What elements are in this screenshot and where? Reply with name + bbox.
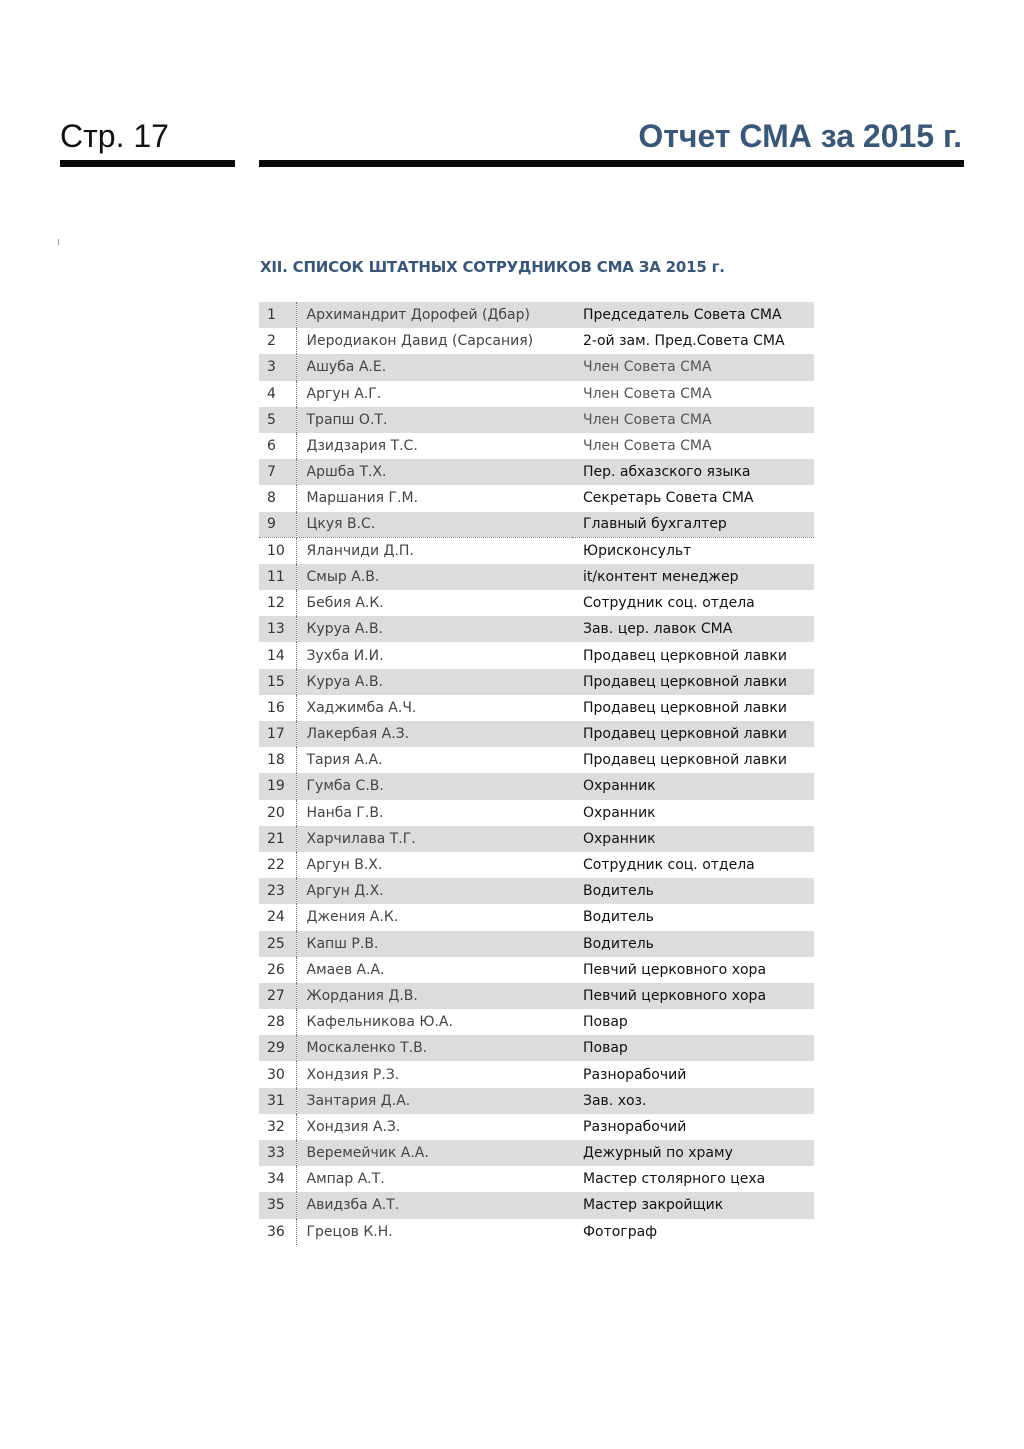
table-row <box>259 904 814 930</box>
table-row <box>259 1140 814 1166</box>
staff-name: Ампар А.Т. <box>296 1166 572 1192</box>
staff-number: 29 <box>259 1035 296 1061</box>
table-row <box>259 1035 814 1061</box>
table-row <box>259 302 814 328</box>
staff-position: 2-ой зам. Пред.Совета СМА <box>572 328 814 354</box>
staff-number: 26 <box>259 957 296 983</box>
staff-position: Продавец церковной лавки <box>572 695 814 721</box>
staff-name: Иеродиакон Давид (Сарсания) <box>296 328 572 354</box>
staff-name: Жордания Д.В. <box>296 983 572 1009</box>
staff-position: Водитель <box>572 904 814 930</box>
header-rule-left <box>60 160 235 167</box>
staff-position: Продавец церковной лавки <box>572 642 814 668</box>
staff-name: Москаленко Т.В. <box>296 1035 572 1061</box>
staff-position: Продавец церковной лавки <box>572 721 814 747</box>
staff-name: Аргун А.Г. <box>296 381 572 407</box>
table-row <box>259 747 814 773</box>
staff-number: 11 <box>259 564 296 590</box>
staff-name: Куруа А.В. <box>296 669 572 695</box>
staff-position: Охранник <box>572 773 814 799</box>
staff-name: Архимандрит Дорофей (Дбар) <box>296 302 572 328</box>
table-row <box>259 1166 814 1192</box>
staff-position: Сотрудник соц. отдела <box>572 852 814 878</box>
table-row <box>259 590 814 616</box>
table-row <box>259 852 814 878</box>
staff-position: Продавец церковной лавки <box>572 669 814 695</box>
table-row <box>259 1219 814 1245</box>
table-row <box>259 695 814 721</box>
staff-number: 8 <box>259 485 296 511</box>
staff-number: 15 <box>259 669 296 695</box>
staff-number: 12 <box>259 590 296 616</box>
staff-position: Повар <box>572 1009 814 1035</box>
staff-position: Мастер закройщик <box>572 1192 814 1218</box>
staff-position: it/контент менеджер <box>572 564 814 590</box>
staff-number: 34 <box>259 1166 296 1192</box>
staff-position: Член Совета СМА <box>572 381 814 407</box>
staff-table <box>259 302 814 1245</box>
staff-position: Председатель Совета СМА <box>572 302 814 328</box>
table-row <box>259 878 814 904</box>
staff-number: 28 <box>259 1009 296 1035</box>
table-row <box>259 1009 814 1035</box>
staff-name: Цкуя В.С. <box>296 512 572 538</box>
staff-name: Нанба Г.В. <box>296 800 572 826</box>
staff-name: Тария А.А. <box>296 747 572 773</box>
staff-number: 22 <box>259 852 296 878</box>
staff-position: Водитель <box>572 878 814 904</box>
staff-position: Сотрудник соц. отдела <box>572 590 814 616</box>
staff-position: Член Совета СМА <box>572 354 814 380</box>
staff-number: 6 <box>259 433 296 459</box>
table-row <box>259 1061 814 1087</box>
staff-number: 5 <box>259 407 296 433</box>
staff-table-body <box>259 302 814 1245</box>
staff-name: Маршания Г.М. <box>296 485 572 511</box>
staff-name: Хондзия А.З. <box>296 1114 572 1140</box>
staff-name: Веремейчик А.А. <box>296 1140 572 1166</box>
staff-position: Зав. цер. лавок СМА <box>572 616 814 642</box>
staff-name: Хаджимба А.Ч. <box>296 695 572 721</box>
staff-name: Хондзия Р.З. <box>296 1061 572 1087</box>
staff-name: Зантария Д.А. <box>296 1088 572 1114</box>
staff-position: Повар <box>572 1035 814 1061</box>
staff-number: 3 <box>259 354 296 380</box>
table-row <box>259 381 814 407</box>
table-row <box>259 433 814 459</box>
staff-number: 10 <box>259 538 296 564</box>
staff-number: 31 <box>259 1088 296 1114</box>
staff-name: Авидзба А.Т. <box>296 1192 572 1218</box>
section-heading: XII. СПИСОК ШТАТНЫХ СОТРУДНИКОВ СМА ЗА 2015 г. <box>260 258 725 276</box>
table-row <box>259 538 814 564</box>
staff-position: Член Совета СМА <box>572 433 814 459</box>
table-row <box>259 642 814 668</box>
staff-position: Разнорабочий <box>572 1114 814 1140</box>
staff-position: Пер. абхазского языка <box>572 459 814 485</box>
table-row <box>259 1088 814 1114</box>
staff-position: Продавец церковной лавки <box>572 747 814 773</box>
staff-name: Смыр А.В. <box>296 564 572 590</box>
table-row <box>259 669 814 695</box>
table-row <box>259 354 814 380</box>
staff-number: 27 <box>259 983 296 1009</box>
table-row <box>259 459 814 485</box>
staff-name: Куруа А.В. <box>296 616 572 642</box>
table-row <box>259 407 814 433</box>
staff-number: 36 <box>259 1219 296 1245</box>
staff-position: Фотограф <box>572 1219 814 1245</box>
table-row <box>259 957 814 983</box>
report-title: Отчет СМА за 2015 г. <box>638 118 962 154</box>
table-row <box>259 826 814 852</box>
table-row <box>259 616 814 642</box>
staff-number: 4 <box>259 381 296 407</box>
staff-position: Разнорабочий <box>572 1061 814 1087</box>
table-row <box>259 564 814 590</box>
staff-name: Джения А.К. <box>296 904 572 930</box>
staff-number: 32 <box>259 1114 296 1140</box>
staff-name: Гумба С.В. <box>296 773 572 799</box>
staff-name: Аргун Д.Х. <box>296 878 572 904</box>
staff-number: 9 <box>259 512 296 538</box>
staff-position: Певчий церковного хора <box>572 957 814 983</box>
staff-number: 18 <box>259 747 296 773</box>
staff-number: 1 <box>259 302 296 328</box>
staff-number: 30 <box>259 1061 296 1087</box>
staff-number: 19 <box>259 773 296 799</box>
table-row <box>259 773 814 799</box>
staff-name: Аргун В.Х. <box>296 852 572 878</box>
staff-number: 16 <box>259 695 296 721</box>
header-rule-right <box>259 160 964 167</box>
staff-name: Грецов К.Н. <box>296 1219 572 1245</box>
staff-position: Секретарь Совета СМА <box>572 485 814 511</box>
staff-name: Яланчиди Д.П. <box>296 538 572 564</box>
staff-name: Трапш О.Т. <box>296 407 572 433</box>
staff-number: 14 <box>259 642 296 668</box>
table-row <box>259 800 814 826</box>
table-row <box>259 1114 814 1140</box>
table-row <box>259 512 814 538</box>
staff-name: Капш Р.В. <box>296 931 572 957</box>
margin-mark <box>58 239 59 245</box>
staff-position: Юрисконсульт <box>572 538 814 564</box>
staff-position: Охранник <box>572 800 814 826</box>
staff-name: Бебия А.К. <box>296 590 572 616</box>
staff-position: Зав. хоз. <box>572 1088 814 1114</box>
staff-number: 2 <box>259 328 296 354</box>
staff-number: 33 <box>259 1140 296 1166</box>
staff-number: 17 <box>259 721 296 747</box>
staff-name: Лакербая А.З. <box>296 721 572 747</box>
staff-position: Охранник <box>572 826 814 852</box>
staff-number: 20 <box>259 800 296 826</box>
staff-position: Главный бухгалтер <box>572 512 814 538</box>
staff-name: Кафельникова Ю.А. <box>296 1009 572 1035</box>
staff-name: Дзидзария Т.С. <box>296 433 572 459</box>
staff-number: 35 <box>259 1192 296 1218</box>
table-row <box>259 983 814 1009</box>
staff-position: Водитель <box>572 931 814 957</box>
staff-position: Дежурный по храму <box>572 1140 814 1166</box>
staff-name: Зухба И.И. <box>296 642 572 668</box>
staff-number: 21 <box>259 826 296 852</box>
staff-number: 24 <box>259 904 296 930</box>
staff-number: 13 <box>259 616 296 642</box>
table-row <box>259 721 814 747</box>
staff-name: Амаев А.А. <box>296 957 572 983</box>
table-row <box>259 1192 814 1218</box>
staff-position: Певчий церковного хора <box>572 983 814 1009</box>
table-row <box>259 485 814 511</box>
staff-position: Мастер столярного цеха <box>572 1166 814 1192</box>
staff-name: Аршба Т.Х. <box>296 459 572 485</box>
staff-position: Член Совета СМА <box>572 407 814 433</box>
staff-number: 23 <box>259 878 296 904</box>
staff-name: Ашуба А.Е. <box>296 354 572 380</box>
table-row <box>259 931 814 957</box>
page-number: Стр. 17 <box>60 118 169 154</box>
staff-number: 7 <box>259 459 296 485</box>
staff-name: Харчилава Т.Г. <box>296 826 572 852</box>
table-row <box>259 328 814 354</box>
staff-number: 25 <box>259 931 296 957</box>
